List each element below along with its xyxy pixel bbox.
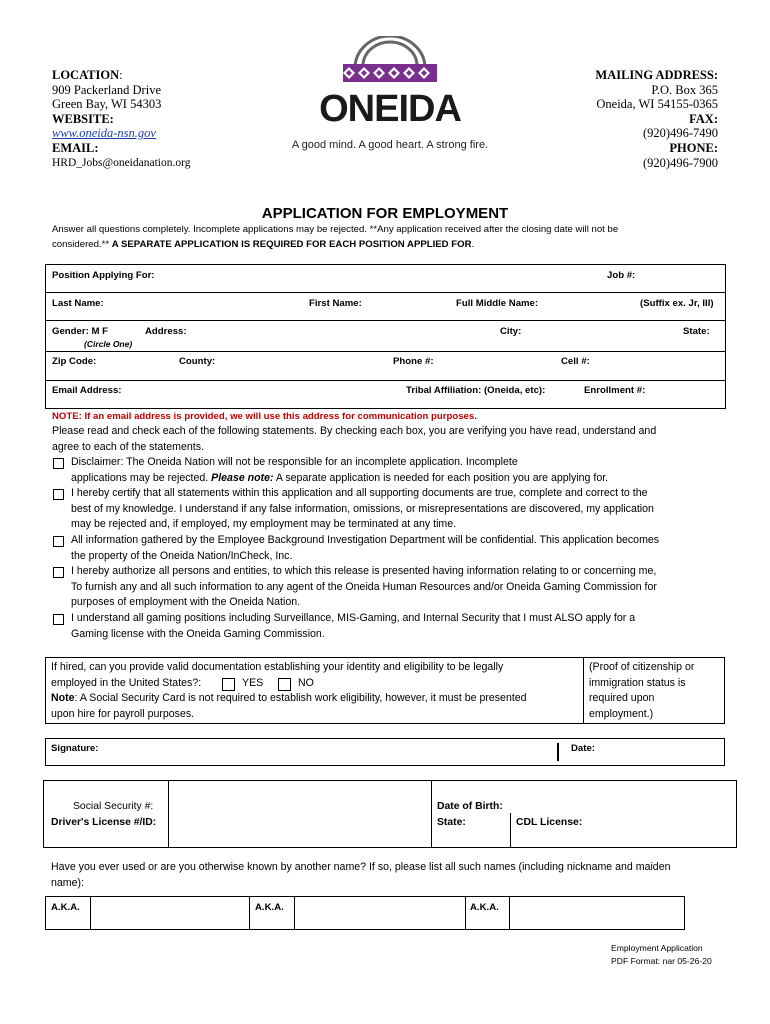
- county-field[interactable]: County:: [179, 356, 216, 367]
- statement-line: I hereby authorize all persons and entities, to which this release is presented having information relating to or concerning me,: [71, 565, 657, 577]
- eligibility-yes-label: YES: [242, 677, 264, 689]
- statement-line: purposes of employment with the Oneida Nation.: [71, 596, 301, 609]
- aka-label-2: A.K.A.: [255, 902, 284, 913]
- intro-separate-note: A SEPARATE APPLICATION IS REQUIRED FOR EACH POSITION APPLIED FOR: [111, 239, 472, 250]
- eligibility-yes-checkbox[interactable]: [222, 678, 235, 691]
- location-line1: 909 Packerland Drive: [52, 82, 161, 97]
- phone-number: (920)496-7900: [643, 155, 718, 170]
- signature-box: [45, 738, 725, 766]
- authorize-statement: [71, 564, 657, 611]
- intro-line2a: considered.**: [52, 239, 112, 250]
- footer-line2: PDF Format: nar 05-26-20: [611, 956, 712, 966]
- eligibility-side-note: [589, 660, 694, 722]
- disclaimer-statement: [71, 455, 608, 486]
- certify-statement: [71, 486, 654, 533]
- eligibility-no-checkbox[interactable]: [278, 678, 291, 691]
- eligibility-line2: employed in the United States?:: [51, 676, 202, 689]
- footer-line1: Employment Application: [611, 943, 703, 953]
- side-note-line: employment.): [589, 707, 654, 720]
- mailing-block: [595, 68, 718, 170]
- page-title: APPLICATION FOR EMPLOYMENT: [261, 205, 509, 222]
- enrollment-field[interactable]: Enrollment #:: [584, 385, 646, 396]
- phone-field[interactable]: Phone #:: [393, 356, 434, 367]
- eligibility-line3: : A Social Security Card is not required to establish work eligibility, however, it must be presented: [74, 692, 527, 705]
- side-note-line: required upon: [589, 692, 655, 705]
- row-divider: [45, 320, 726, 321]
- statement-line: Gaming license with the Oneida Gaming Commission.: [71, 627, 325, 640]
- website-label: WEBSITE:: [52, 111, 114, 126]
- statements-intro-line1: Please read and check each of the following statements. By checking each box, you are verifying you have read, understand and: [52, 425, 657, 437]
- aka-input-2[interactable]: [296, 898, 463, 928]
- eligibility-question: [51, 660, 527, 722]
- eligibility-line1: If hired, can you provide valid documentation establishing your identity and eligibility to be legally: [51, 661, 504, 673]
- row-divider: [45, 351, 726, 352]
- aka-question-line1: Have you ever used or are you otherwise known by another name? If so, please list all such names (including nickname and maiden: [51, 861, 671, 873]
- city-field[interactable]: City:: [500, 326, 522, 337]
- circle-one-hint: (Circle One): [84, 339, 133, 349]
- row-divider: [45, 380, 726, 381]
- state-field[interactable]: State:: [683, 326, 710, 337]
- statement-line: I hereby certify that all statements within this application and all supporting documents are true, complete and correct to the: [71, 487, 648, 499]
- mailing-line2: Oneida, WI 54155-0365: [596, 97, 718, 112]
- fax-label: FAX:: [689, 111, 718, 126]
- address-field[interactable]: Address:: [145, 326, 187, 337]
- fax-number: (920)496-7490: [643, 126, 718, 141]
- intro-line2c: .: [471, 239, 475, 250]
- cdl-license-field[interactable]: CDL License:: [516, 817, 583, 828]
- date-field[interactable]: Date:: [571, 743, 595, 754]
- aka-divider: [509, 896, 510, 930]
- statement-line: applications may be rejected.: [71, 471, 212, 484]
- dob-field[interactable]: Date of Birth:: [437, 801, 503, 812]
- mailing-label: MAILING ADDRESS:: [595, 68, 718, 82]
- please-note-label: Please note:: [211, 471, 274, 484]
- zip-field[interactable]: Zip Code:: [52, 356, 97, 367]
- last-name-field[interactable]: Last Name:: [52, 298, 104, 309]
- disclaimer-checkbox[interactable]: [53, 458, 64, 469]
- statement-line: A separate application is needed for each position you are applying for.: [273, 471, 609, 484]
- aka-label-3: A.K.A.: [470, 902, 499, 913]
- signature-divider: [557, 743, 559, 761]
- mailing-line1: P.O. Box 365: [651, 82, 718, 97]
- email-field[interactable]: Email Address:: [52, 385, 122, 396]
- aka-divider: [465, 896, 466, 930]
- website-link[interactable]: www.oneida-nsn.gov: [52, 126, 156, 141]
- statement-line: best of my knowledge. I understand if any false information, omissions, or misrepresentations are discovered, my application: [71, 502, 654, 515]
- side-note-line: (Proof of citizenship or: [589, 661, 695, 673]
- email-address: HRD_Jobs@oneidanation.org: [52, 156, 191, 169]
- statement-line: All information gathered by the Employee Background Investigation Department will be confidential. This application becomes: [71, 534, 660, 546]
- drivers-license-field[interactable]: Driver's License #/ID:: [51, 817, 157, 828]
- aka-question: [51, 860, 671, 891]
- id-divider: [510, 813, 511, 848]
- aka-question-line2: name):: [51, 876, 84, 889]
- row-divider: [45, 292, 726, 293]
- position-field[interactable]: Position Applying For:: [52, 270, 155, 281]
- email-label: EMAIL:: [52, 140, 99, 155]
- confidential-statement: [71, 533, 659, 564]
- eligibility-divider: [583, 657, 584, 724]
- side-note-line: immigration status is: [589, 676, 686, 689]
- aka-input-1[interactable]: [92, 898, 247, 928]
- location-label: LOCATION: [52, 68, 120, 82]
- id-divider: [431, 780, 432, 848]
- signature-field[interactable]: Signature:: [51, 743, 99, 754]
- aka-divider: [249, 896, 250, 930]
- statement-line: Disclaimer: The Oneida Nation will not be responsible for an incomplete application. Incomplete: [71, 456, 518, 468]
- aka-label-1: A.K.A.: [51, 902, 80, 913]
- cell-field[interactable]: Cell #:: [561, 356, 590, 367]
- suffix-field[interactable]: (Suffix ex. Jr, III): [640, 298, 714, 309]
- gaming-checkbox[interactable]: [53, 614, 64, 625]
- first-name-field[interactable]: First Name:: [309, 298, 362, 309]
- statements-intro: [52, 424, 656, 455]
- eligibility-note-label: Note: [51, 692, 75, 705]
- intro-line1: Answer all questions completely. Incomplete applications may be rejected. **Any application received after the closing date will not be: [52, 224, 619, 235]
- statements-intro-line2: agree to each of the statements.: [52, 440, 204, 453]
- id-table: [43, 780, 737, 848]
- eligibility-no-label: NO: [298, 677, 314, 689]
- aka-divider: [294, 896, 295, 930]
- page-footer: [611, 942, 712, 968]
- phone-label: PHONE:: [669, 140, 718, 155]
- id-divider: [168, 780, 169, 848]
- statement-line: I understand all gaming positions including Surveillance, MIS-Gaming, and Internal Security that I must ALSO apply for a: [71, 612, 636, 624]
- location-block: LOCATION: 909 Packerland Drive Green Bay, WI 54303 WEBSITE: www.oneida-nsn.gov EMAIL: HRD_Jobs@oneidanation.org: [52, 68, 191, 169]
- email-note: NOTE: If an email address is provided, we will use this address for communication purposes.: [52, 411, 477, 422]
- confidential-checkbox[interactable]: [53, 536, 64, 547]
- gender-field[interactable]: Gender: M F: [52, 326, 108, 337]
- location-line2: Green Bay, WI 54303: [52, 97, 162, 112]
- middle-name-field[interactable]: Full Middle Name:: [456, 298, 539, 309]
- oneida-logo: [285, 36, 495, 156]
- certify-checkbox[interactable]: [53, 489, 64, 500]
- aka-input-3[interactable]: [511, 898, 683, 928]
- aka-divider: [90, 896, 91, 930]
- job-number-field[interactable]: Job #:: [607, 270, 636, 281]
- license-state-field[interactable]: State:: [437, 817, 466, 828]
- gaming-statement: [71, 611, 635, 642]
- logo-wordmark: ONEIDA: [319, 88, 461, 130]
- logo-tagline: A good mind. A good heart. A strong fire.: [291, 139, 489, 151]
- authorize-checkbox[interactable]: [53, 567, 64, 578]
- tribal-affiliation-field[interactable]: Tribal Affiliation: (Oneida, etc):: [406, 385, 546, 396]
- intro-text: [52, 222, 618, 252]
- ssn-field[interactable]: Social Security #:: [73, 801, 154, 812]
- statement-line: To furnish any and all such information to any agent of the Oneida Human Resources and/or Oneida Gaming Commission for: [71, 580, 657, 593]
- statement-line: the property of the Oneida Nation/InCheck, Inc.: [71, 549, 293, 562]
- statement-line: may be rejected and, if employed, my employment may be terminated at any time.: [71, 518, 457, 531]
- eligibility-line4: upon hire for payroll purposes.: [51, 707, 195, 720]
